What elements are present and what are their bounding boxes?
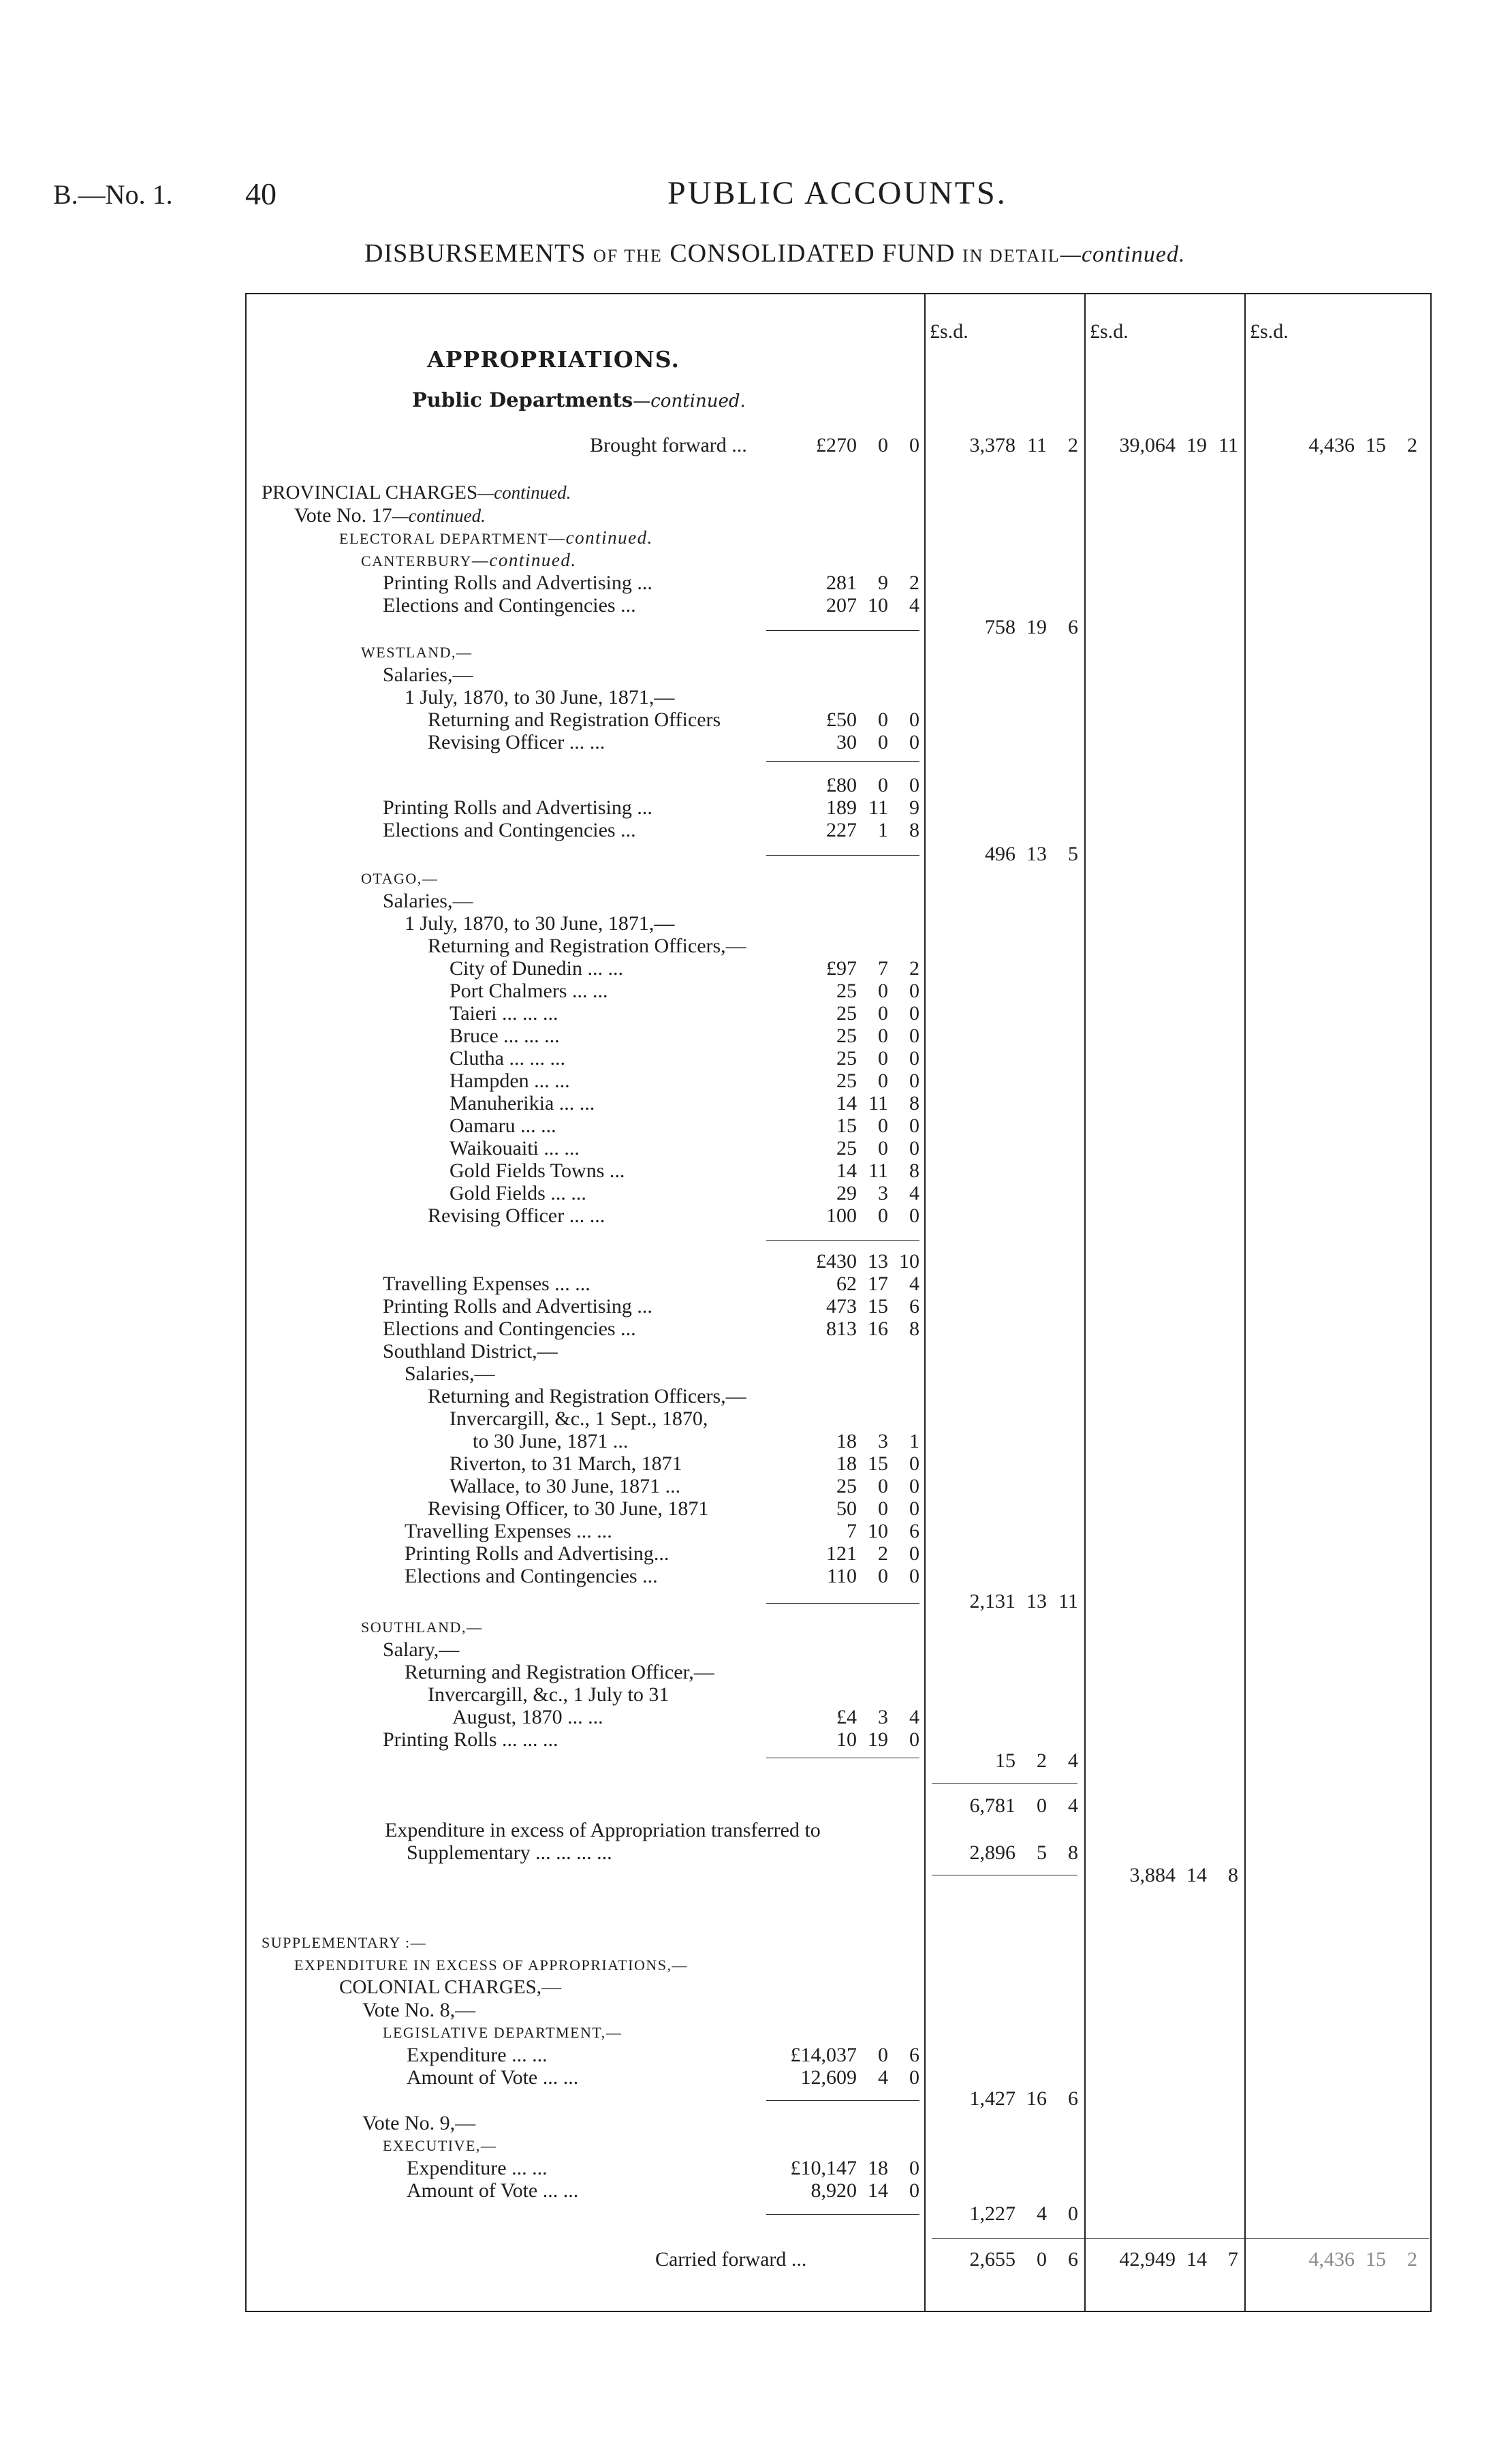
table-row: Salary,— — [383, 1638, 460, 1661]
table-row: Returning and Registration Officer,— — [405, 1661, 714, 1683]
table-row: Printing Rolls ... ... ... 10 19 0 — [383, 1728, 919, 1751]
table-row: Revising Officer ... ... 100 0 0 — [428, 1204, 919, 1227]
table-row: Salaries,— — [405, 1362, 495, 1385]
subtitle-continued: —continued. — [1060, 242, 1186, 267]
table-row: Returning and Registration Officers £50 0 0 — [428, 708, 919, 731]
table-row: Salaries,— — [383, 664, 473, 686]
subtotal-rule — [766, 1240, 919, 1241]
column-heading-2: £s.d. — [930, 320, 968, 343]
table-row: Hampden ... ... 25 0 0 — [450, 1070, 919, 1092]
table-row: Oamaru ... ... 15 0 0 — [450, 1115, 919, 1137]
table-row: Amount of Vote ... ... 12,609 4 0 — [407, 2066, 919, 2089]
table-row: Printing Rolls and Advertising ... 189 11 9 — [383, 796, 919, 819]
table-row: Clutha ... ... ... 25 0 0 — [450, 1047, 919, 1070]
page-title: PUBLIC ACCOUNTS. — [667, 175, 1007, 211]
table-row: 1,427 16 6 — [969, 2087, 1078, 2110]
column-heading-3: £s.d. — [1090, 320, 1129, 343]
table-row: Riverton, to 31 March, 1871 18 15 0 — [450, 1452, 919, 1475]
table-row: Expenditure in excess of Appropriation transferred to — [385, 1819, 821, 1841]
table-row: City of Dunedin ... ... £97 7 2 — [450, 957, 919, 980]
table-row: Printing Rolls and Advertising ... 281 9 2 — [383, 572, 919, 594]
table-row: Elections and Contingencies ... 110 0 0 — [405, 1565, 919, 1587]
section-subtitle: Public Departments—continued. — [412, 388, 746, 411]
table-row: SOUTHLAND,— — [361, 1619, 483, 1636]
table-row: Printing Rolls and Advertising ... 473 15 6 — [383, 1295, 919, 1318]
table-row: Returning and Registration Officers,— — [428, 935, 746, 957]
table-row: 1 July, 1870, to 30 June, 1871,— — [405, 912, 675, 935]
table-row: Carried forward ... 2,655 0 6 42,949 14 7 4,436 15 2 — [655, 2248, 1417, 2271]
table-row: Invercargill, &c., 1 Sept., 1870, — [450, 1407, 708, 1430]
table-row: Port Chalmers ... ... 25 0 0 — [450, 980, 919, 1002]
table-row: LEGISLATIVE DEPARTMENT,— — [383, 2024, 623, 2041]
table-row: Vote No. 17—continued. — [294, 504, 486, 527]
subtitle-in-detail: IN DETAIL — [962, 246, 1060, 266]
table-row: Manuherikia ... ... 14 11 8 — [450, 1092, 919, 1115]
table-row: Taieri ... ... ... 25 0 0 — [450, 1002, 919, 1025]
table-row: 6,781 0 4 — [969, 1794, 1078, 1817]
table-row: Vote No. 8,— — [362, 1999, 476, 2021]
table-row: 3,884 14 8 — [1129, 1864, 1238, 1886]
table-row: Wallace, to 30 June, 1871 ... 25 0 0 — [450, 1475, 919, 1497]
table-row: Supplementary ... ... ... ... 2,896 5 8 — [407, 1841, 1078, 1864]
table-row: Vote No. 9,— — [362, 2112, 476, 2134]
subtitle-of-the: OF THE — [593, 246, 663, 266]
table-row: to 30 June, 1871 ... 18 3 1 — [473, 1430, 919, 1452]
table-row: Bruce ... ... ... 25 0 0 — [450, 1025, 919, 1047]
table-row: 1 July, 1870, to 30 June, 1871,— — [405, 686, 675, 708]
table-row: Gold Fields Towns ... 14 11 8 — [450, 1159, 919, 1182]
table-row: CANTERBURY—continued. — [361, 550, 577, 570]
table-row: Invercargill, &c., 1 July to 31 — [428, 1683, 670, 1706]
table-row: Elections and Contingencies ... 207 10 4 — [383, 594, 919, 617]
column-heading-4: £s.d. — [1250, 320, 1289, 343]
table-row: Amount of Vote ... ... 8,920 14 0 — [407, 2179, 919, 2202]
table-row: EXPENDITURE IN EXCESS OF APPROPRIATIONS,— — [294, 1957, 688, 1974]
table-row: Revising Officer, to 30 June, 1871 50 0 0 — [428, 1497, 919, 1520]
table-row: Expenditure ... ... £14,037 0 6 — [407, 2044, 919, 2066]
table-row: 496 13 5 — [985, 843, 1078, 865]
table-row: August, 1870 ... ... £4 3 4 — [452, 1706, 919, 1728]
table-top-rule — [245, 293, 1432, 294]
table-row: Revising Officer ... ... 30 0 0 — [428, 731, 919, 753]
table-row: Elections and Contingencies ... 227 1 8 — [383, 819, 919, 841]
table-row: SUPPLEMENTARY :— — [262, 1934, 427, 1951]
table-row: Printing Rolls and Advertising... 121 2 0 — [405, 1542, 919, 1565]
table-row: £80 0 0 — [826, 774, 919, 796]
page-number: 40 — [245, 176, 277, 211]
table-row: Gold Fields ... ... 29 3 4 — [450, 1182, 919, 1204]
total-rule — [932, 2238, 1429, 2239]
subtotal-rule — [932, 1783, 1077, 1784]
table-row: Salaries,— — [383, 890, 473, 912]
table-row: 1,227 4 0 — [969, 2202, 1078, 2225]
table-row: Expenditure ... ... £10,147 18 0 — [407, 2157, 919, 2179]
table-row: Southland District,— — [383, 1340, 558, 1362]
section-title: APPROPRIATIONS. — [427, 346, 680, 373]
table-row: 2,131 13 11 — [969, 1590, 1078, 1612]
subtitle-part-b: CONSOLIDATED FUND — [670, 239, 956, 268]
table-row: 15 2 4 — [995, 1749, 1078, 1772]
table-row: Brought forward ... £270 0 0 3,378 11 2 39,064 19 11 4,436 15 2 — [590, 434, 1417, 456]
page-subtitle — [364, 238, 1186, 268]
table-row: WESTLAND,— — [361, 644, 473, 661]
table-row: ELECTORAL DEPARTMENT—continued. — [339, 527, 653, 548]
table-row: EXECUTIVE,— — [383, 2137, 497, 2154]
subtitle-part-a: DISBURSEMENTS — [364, 239, 586, 268]
table-bottom-rule — [245, 2311, 1432, 2312]
table-row: 758 19 6 — [985, 616, 1078, 638]
subtotal-rule — [766, 761, 919, 762]
table-row: OTAGO,— — [361, 870, 439, 887]
table-row: Returning and Registration Officers,— — [428, 1385, 746, 1407]
table-row: £430 13 10 — [816, 1250, 919, 1273]
table-row: Travelling Expenses ... ... 62 17 4 — [383, 1273, 919, 1295]
table-row: Elections and Contingencies ... 813 16 8 — [383, 1318, 919, 1340]
document-reference: B.—No. 1. — [53, 179, 173, 210]
table-row: Travelling Expenses ... ... 7 10 6 — [405, 1520, 919, 1542]
table-row: Waikouaiti ... ... 25 0 0 — [450, 1137, 919, 1159]
table-row: PROVINCIAL CHARGES—continued. — [262, 482, 571, 503]
table-row: COLONIAL CHARGES,— — [339, 1976, 561, 1998]
